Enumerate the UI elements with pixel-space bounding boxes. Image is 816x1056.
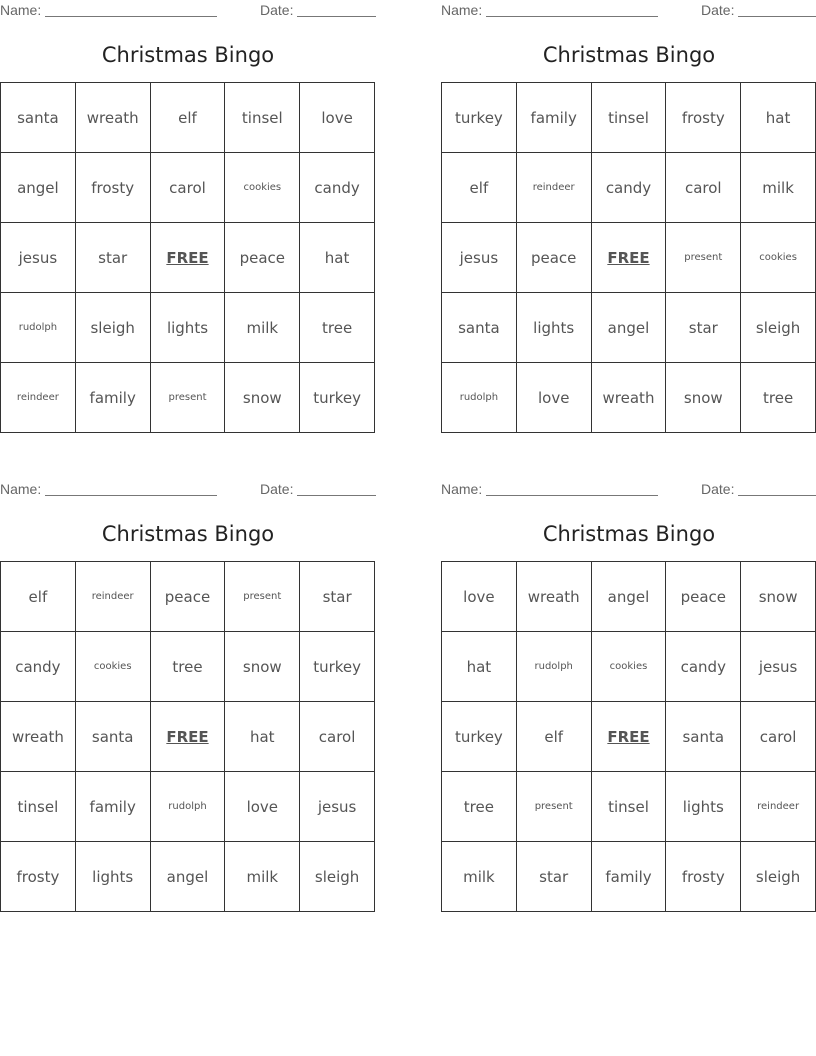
bingo-cell: elf [151,83,226,153]
bingo-cell: frosty [76,153,151,223]
bingo-cell: snow [666,363,741,433]
bingo-cell: family [592,842,667,912]
bingo-cell: cookies [225,153,300,223]
bingo-cell: present [225,562,300,632]
date-label: Date: [260,2,294,18]
bingo-cell: angel [1,153,76,223]
bingo-cell: angel [592,562,667,632]
bingo-cell: lights [666,772,741,842]
bingo-cell: turkey [442,83,517,153]
bingo-cell: santa [442,293,517,363]
bingo-cell: star [666,293,741,363]
bingo-cell: turkey [300,363,375,433]
bingo-cell: love [225,772,300,842]
bingo-grid [0,82,375,433]
bingo-cell: jesus [300,772,375,842]
name-date-row [0,479,376,499]
bingo-cell: frosty [666,842,741,912]
bingo-cell: love [442,562,517,632]
bingo-cell: santa [666,702,741,772]
bingo-cell: rudolph [151,772,226,842]
bingo-cell: hat [741,83,816,153]
name-label: Name: [441,481,483,497]
bingo-cell: angel [151,842,226,912]
bingo-cell: present [666,223,741,293]
bingo-cell: present [517,772,592,842]
bingo-cell: wreath [592,363,667,433]
date-field-line [297,16,376,17]
bingo-cell: sleigh [300,842,375,912]
bingo-cell: peace [225,223,300,293]
free-space-cell: FREE [592,702,667,772]
bingo-cell: tree [442,772,517,842]
name-date-row [0,0,376,20]
bingo-cell: star [517,842,592,912]
bingo-cell: frosty [666,83,741,153]
bingo-cell: snow [225,632,300,702]
date-label: Date: [701,481,735,497]
name-label: Name: [441,2,483,18]
bingo-cell: reindeer [76,562,151,632]
bingo-cell: snow [741,562,816,632]
bingo-grid [441,82,816,433]
bingo-cell: wreath [76,83,151,153]
card-title: Christmas Bingo [542,43,716,67]
bingo-grid [441,561,816,912]
bingo-cell: santa [76,702,151,772]
bingo-cell: tree [151,632,226,702]
bingo-cell: cookies [76,632,151,702]
bingo-cell: hat [300,223,375,293]
bingo-cell: elf [442,153,517,223]
name-label: Name: [0,2,42,18]
bingo-cell: family [76,363,151,433]
bingo-cell: reindeer [517,153,592,223]
bingo-cell: love [517,363,592,433]
bingo-cell: lights [151,293,226,363]
bingo-cell: rudolph [517,632,592,702]
bingo-cell: milk [442,842,517,912]
free-space-cell: FREE [592,223,667,293]
date-label: Date: [260,481,294,497]
date-field-line [738,495,816,496]
bingo-cell: love [300,83,375,153]
card-title: Christmas Bingo [101,522,275,546]
bingo-cell: carol [666,153,741,223]
bingo-cell: tinsel [1,772,76,842]
bingo-cell: carol [741,702,816,772]
bingo-cell: sleigh [76,293,151,363]
bingo-cell: family [76,772,151,842]
bingo-grid [0,561,375,912]
bingo-cell: star [76,223,151,293]
bingo-cell: tree [300,293,375,363]
bingo-cell: cookies [741,223,816,293]
card-title: Christmas Bingo [101,43,275,67]
bingo-cell: turkey [300,632,375,702]
bingo-cell: jesus [1,223,76,293]
name-field-line [45,495,217,496]
bingo-cell: candy [300,153,375,223]
name-label: Name: [0,481,42,497]
date-field-line [297,495,376,496]
bingo-cell: reindeer [1,363,76,433]
bingo-cell: peace [517,223,592,293]
bingo-cell: star [300,562,375,632]
bingo-cell: cookies [592,632,667,702]
bingo-cell: snow [225,363,300,433]
bingo-cell: sleigh [741,842,816,912]
bingo-cell: tree [741,363,816,433]
bingo-cell: rudolph [1,293,76,363]
bingo-cell: tinsel [592,772,667,842]
bingo-cell: lights [76,842,151,912]
bingo-cell: wreath [1,702,76,772]
date-field-line [738,16,816,17]
bingo-cell: carol [151,153,226,223]
free-space-cell: FREE [151,223,226,293]
bingo-cell: elf [1,562,76,632]
bingo-cell: peace [666,562,741,632]
bingo-cell: candy [1,632,76,702]
bingo-cell: milk [741,153,816,223]
bingo-cell: sleigh [741,293,816,363]
bingo-cell: candy [666,632,741,702]
name-field-line [486,495,658,496]
bingo-cell: candy [592,153,667,223]
bingo-cell: present [151,363,226,433]
bingo-cell: turkey [442,702,517,772]
bingo-cell: jesus [741,632,816,702]
bingo-cell: rudolph [442,363,517,433]
bingo-cell: tinsel [225,83,300,153]
name-date-row [441,0,816,20]
name-field-line [45,16,217,17]
bingo-cell: wreath [517,562,592,632]
bingo-cell: hat [442,632,517,702]
bingo-cell: angel [592,293,667,363]
name-date-row [441,479,816,499]
bingo-cell: milk [225,842,300,912]
bingo-cell: tinsel [592,83,667,153]
free-space-cell: FREE [151,702,226,772]
date-label: Date: [701,2,735,18]
bingo-cell: carol [300,702,375,772]
bingo-cell: peace [151,562,226,632]
card-title: Christmas Bingo [542,522,716,546]
bingo-cell: family [517,83,592,153]
bingo-cell: milk [225,293,300,363]
bingo-cell: elf [517,702,592,772]
name-field-line [486,16,658,17]
bingo-cell: lights [517,293,592,363]
bingo-cell: jesus [442,223,517,293]
bingo-cell: reindeer [741,772,816,842]
bingo-cell: hat [225,702,300,772]
bingo-cell: frosty [1,842,76,912]
bingo-cell: santa [1,83,76,153]
